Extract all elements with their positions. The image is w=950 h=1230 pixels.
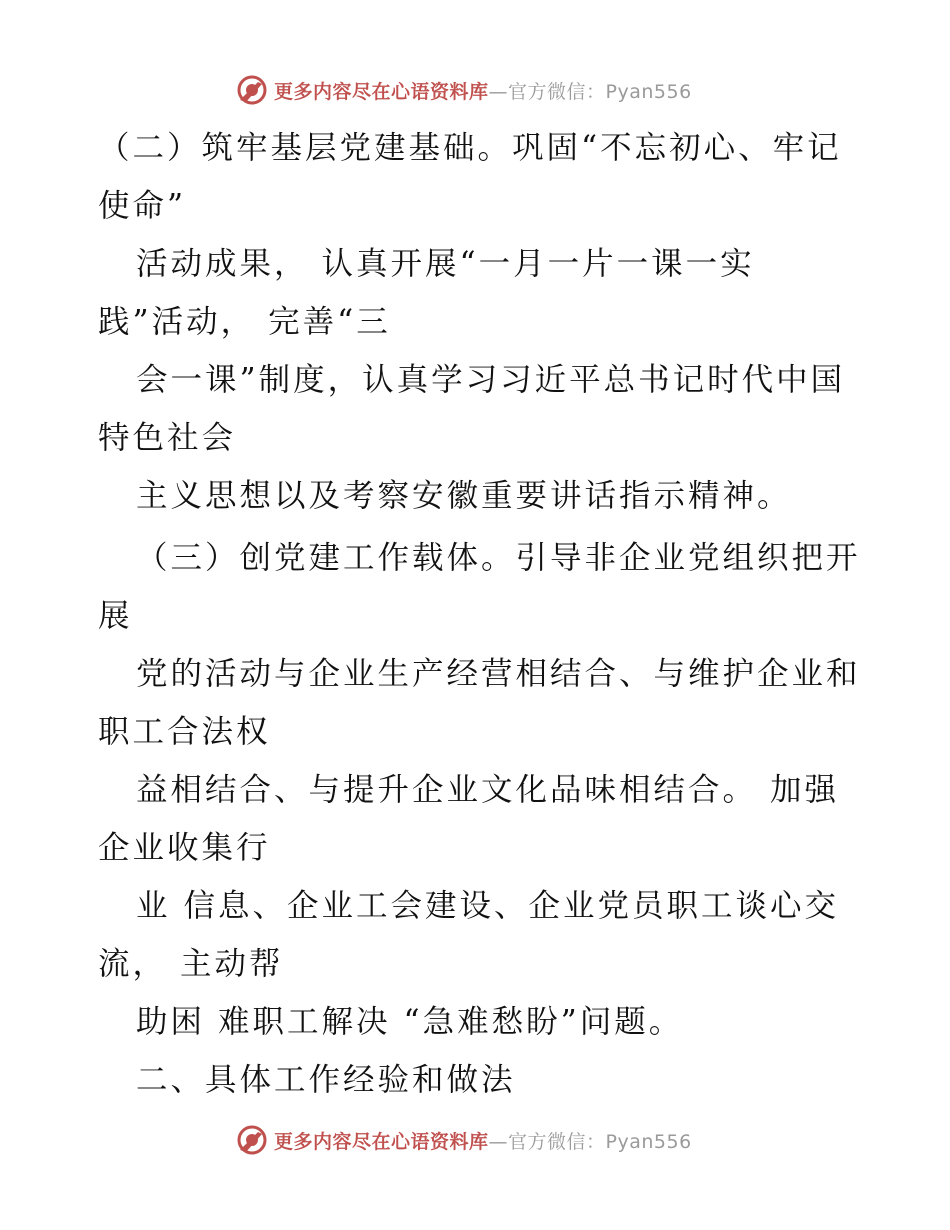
body-line: 益相结合、与提升企业文化品味相结合。 加强 xyxy=(136,772,840,808)
header-banner-rest: —官方微信：Pyan556 xyxy=(488,80,692,103)
header-banner-text xyxy=(274,77,692,104)
header-banner-main: 更多内容尽在心语资料库 xyxy=(274,80,489,103)
header-banner xyxy=(236,73,692,107)
body-line: 会一课”制度，认真学习习近平总书记时代中国 xyxy=(136,362,846,398)
body-line: 党的活动与企业生产经营相结合、与维护企业和 xyxy=(136,656,861,692)
footer-banner-rest: —官方微信：Pyan556 xyxy=(488,1130,692,1153)
body-line: （二）筑牢基层党建基础。巩固“不忘初心、牢记 xyxy=(98,130,842,166)
footer-banner xyxy=(236,1123,692,1157)
body-line: 展 xyxy=(98,598,133,634)
body-line: 职工合法权 xyxy=(98,714,271,750)
body-line: 助困 难职工解决 “急难愁盼”问题。 xyxy=(136,1004,684,1040)
body-line: 特色社会 xyxy=(98,420,237,456)
body-line: 践”活动， 完善“三 xyxy=(98,304,391,340)
body-line: 企业收集行 xyxy=(98,830,271,866)
footer-banner-main: 更多内容尽在心语资料库 xyxy=(274,1130,489,1153)
body-line: 使命” xyxy=(98,188,187,224)
body-line: 活动成果， 认真开展“一月一片一课一实 xyxy=(136,246,755,282)
body-line: 二、具体工作经验和做法 xyxy=(136,1062,516,1098)
footer-banner-text xyxy=(274,1127,692,1154)
body-line: 流， 主动帮 xyxy=(98,946,284,982)
logo-icon xyxy=(236,74,268,106)
body-line: 主义思想以及考察安徽重要讲话指示精神。 xyxy=(136,478,792,514)
logo-icon xyxy=(236,1124,268,1156)
body-line: （三）创党建工作载体。引导非企业党组织把开 xyxy=(136,540,861,576)
body-line: 业 信息、企业工会建设、企业党员职工谈心交 xyxy=(136,888,840,924)
